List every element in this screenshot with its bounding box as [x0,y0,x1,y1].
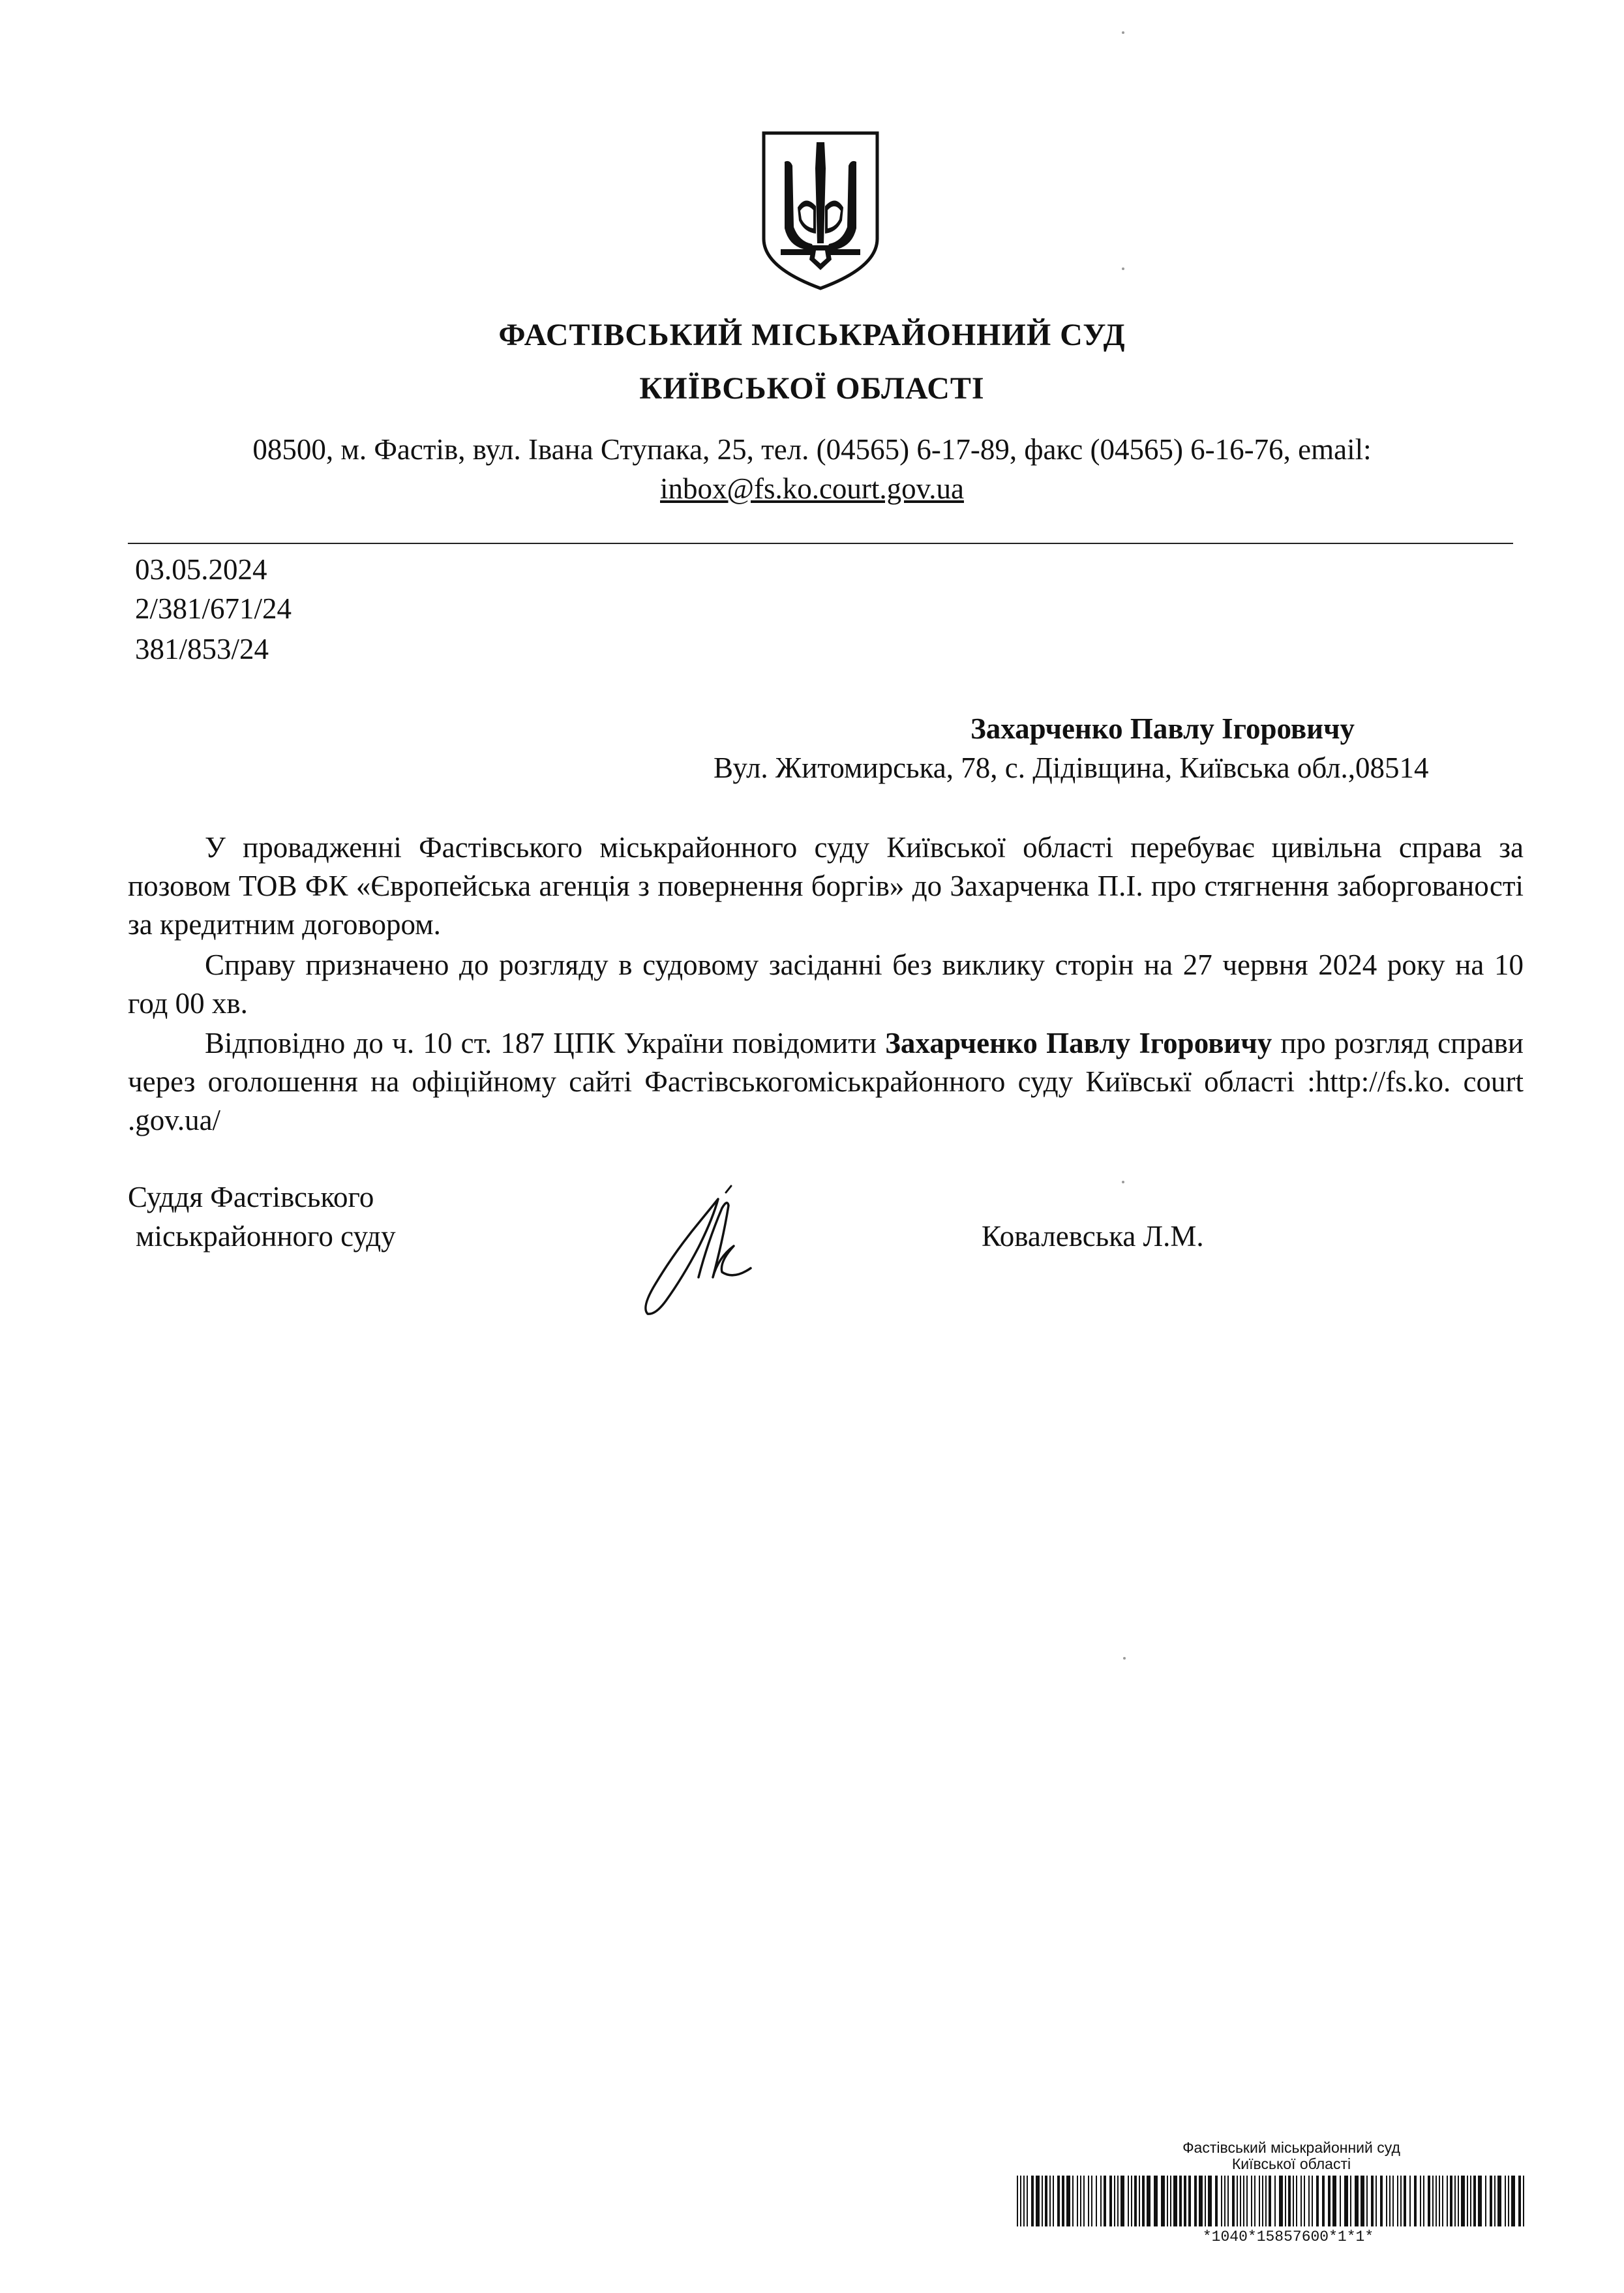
barcode-bar [1340,2176,1341,2226]
barcode-bar [1361,2176,1364,2226]
body-paragraph-3 [128,1024,1524,1140]
scan-speck [1123,1657,1126,1660]
barcode-bar [1205,2176,1206,2226]
barcode-bar [1215,2176,1218,2226]
barcode-bar [1221,2176,1222,2226]
barcode-bar [1114,2176,1115,2226]
body-paragraph-3-text-start: Відповідно до ч. 10 ст. 187 ЦПК України повідомити [205,1027,886,1059]
body-paragraph-3-text-end: про розгляд справи через оголошення на офіційному сайті Фастівськогоміськрайонного суду Київськї області :http://fs.ko. court .gov.ua/ [128,1027,1524,1136]
barcode-bar [1262,2176,1263,2226]
barcode-bar [1414,2176,1417,2226]
barcode-bar [1142,2176,1145,2226]
court-email-link[interactable]: inbox@fs.ko.court.gov.ua [660,472,964,505]
barcode-bar [1161,2176,1165,2226]
judge-name: Ковалевська Л.М. [982,1220,1204,1253]
barcode-bar [1392,2176,1394,2226]
footer-court-region: Київської області [1231,2155,1351,2172]
barcode-bar [1251,2176,1252,2226]
barcode-bar [1485,2176,1486,2226]
barcode-bar [1259,2176,1260,2226]
body-paragraph-2: Справу призначено до розгляду в судовому засіданні без виклику сторін на 27 червня 2024 року на 10 год 00 хв. [128,949,1524,1020]
judge-title-line1: Суддя Фастівського [128,1181,374,1213]
barcode-bar [1470,2176,1471,2226]
barcode-bar [1409,2176,1411,2226]
footer-court-name: Фастівський міськрайонний суд [1182,2139,1400,2156]
barcode-bar [1274,2176,1276,2226]
barcode-bar [1091,2176,1092,2226]
barcode-bar [1023,2176,1025,2226]
barcode-bar [1467,2176,1468,2226]
barcode-bar [1454,2176,1456,2226]
barcode-bar [1131,2176,1132,2226]
barcode-bar [1355,2176,1359,2226]
barcode-bar [1450,2176,1452,2226]
barcode-bar [1134,2176,1137,2226]
barcode-bar [1497,2176,1501,2226]
barcode-bar [1447,2176,1448,2226]
barcode-bar [1036,2176,1040,2226]
barcode-bar [1279,2176,1283,2226]
court-email-line [0,470,1624,508]
barcode-bar [1420,2176,1421,2226]
barcode-bar [1328,2176,1331,2226]
barcode-bar [1237,2176,1238,2226]
barcode-bar [1184,2176,1186,2226]
barcode-bar [1397,2176,1398,2226]
barcode-bar [1473,2176,1476,2226]
court-name-line2: КИЇВСЬКОЇ ОБЛАСТІ [639,371,985,406]
barcode-bar [1389,2176,1391,2226]
barcode-bar [1494,2176,1496,2226]
barcode-bar [1511,2176,1515,2226]
barcode-bar [1120,2176,1124,2226]
barcode-bar [1109,2176,1112,2226]
document-date: 03.05.2024 [135,553,267,586]
barcode-bar [1293,2176,1294,2226]
proceeding-number: 381/853/24 [135,633,269,665]
body-paragraph-1: У провадженні Фастівського міськрайонного суду Київської області перебуває цивільна справа за позовом ТОВ ФК «Європейська агенція з повернення боргів» до Захарченка П.І. про стягнення заборгованості за кредитним договором. [128,831,1524,941]
header-divider [128,543,1513,544]
barcode-bar [1269,2176,1271,2226]
recipient-name: Захарченко Павлу Ігоровичу [970,712,1355,745]
barcode-bar [1432,2176,1434,2226]
barcode-icon [1014,2176,1529,2226]
barcode-bar [1423,2176,1424,2226]
barcode-bar [1404,2176,1406,2226]
scan-speck [1122,31,1124,34]
barcode-bar [1057,2176,1060,2226]
barcode-bar [1285,2176,1286,2226]
barcode-bar [1088,2176,1089,2226]
barcode-bar [1027,2176,1028,2226]
barcode-bar [1072,2176,1074,2226]
barcode-bar [1254,2176,1256,2226]
barcode-bar [1523,2176,1524,2226]
recipient-address: Вул. Житомирська, 78, с. Дідівщина, Київська обл.,08514 [714,752,1429,784]
barcode-bar [1179,2176,1182,2226]
barcode-bar [1508,2176,1509,2226]
barcode-bar [1344,2176,1348,2226]
barcode-bar [1428,2176,1430,2226]
barcode-bar [1042,2176,1043,2226]
barcode-bar [1208,2176,1212,2226]
barcode-bar [1117,2176,1119,2226]
barcode-bar [1490,2176,1492,2226]
barcode-bar [1167,2176,1168,2226]
barcode-bar [1240,2176,1241,2226]
handwritten-signature-icon [636,1179,786,1329]
barcode-bar [1243,2176,1244,2226]
barcode-bar [1376,2176,1377,2226]
barcode-bar [1188,2176,1191,2226]
barcode-bar [1031,2176,1034,2226]
barcode-bar [1332,2176,1336,2226]
barcode-bar [1436,2176,1437,2226]
scan-speck [1122,267,1124,270]
barcode-bar [1265,2176,1267,2226]
barcode-bar [1439,2176,1440,2226]
barcode-bar [1083,2176,1085,2226]
barcode-bar [1232,2176,1235,2226]
barcode-bar [1518,2176,1521,2226]
barcode-bar [1380,2176,1383,2226]
barcode-bar [1322,2176,1325,2226]
barcode-bar [1173,2176,1177,2226]
barcode-bar [1371,2176,1374,2226]
barcode-bar [1053,2176,1054,2226]
barcode-bar [1246,2176,1248,2226]
barcode-bar [1128,2176,1129,2226]
barcode-bar [1049,2176,1051,2226]
barcode-bar [1442,2176,1443,2226]
barcode-bar [1350,2176,1351,2226]
case-number: 2/381/671/24 [135,592,292,625]
barcode-bar [1458,2176,1459,2226]
barcode-bar [1227,2176,1229,2226]
barcode-bar [1100,2176,1102,2226]
barcode-bar [1312,2176,1313,2226]
barcode-bar [1139,2176,1140,2226]
barcode-bar [1301,2176,1302,2226]
barcode-bar [1147,2176,1150,2226]
barcode-bar [1400,2176,1402,2226]
barcode-bar [1045,2176,1047,2226]
court-address: 08500, м. Фастів, вул. Івана Ступака, 25, тел. (04565) 6-17-89, факс (04565) 6-16-76, email: [252,433,1372,466]
barcode-bar [1017,2176,1018,2226]
judge-title-line2: міськрайонного суду [136,1220,396,1253]
barcode-bar [1308,2176,1310,2226]
barcode-bar [1020,2176,1021,2226]
barcode-bar [1366,2176,1368,2226]
barcode-bar [1288,2176,1291,2226]
barcode-bar [1080,2176,1081,2226]
barcode-bar [1296,2176,1297,2226]
barcode-bar [1077,2176,1078,2226]
barcode-bar [1386,2176,1387,2226]
barcode-bar [1461,2176,1465,2226]
barcode-bar [1096,2176,1097,2226]
barcode-bar [1194,2176,1197,2226]
barcode-bar [1199,2176,1203,2226]
barcode-bar [1170,2176,1171,2226]
barcode-bar [1224,2176,1226,2226]
body-paragraph-3-recipient-bold: Захарченко Павлу Ігоровичу [885,1027,1272,1059]
barcode-bar [1304,2176,1305,2226]
barcode-bar [1062,2176,1064,2226]
barcode-bar [1066,2176,1070,2226]
barcode-bar [1505,2176,1506,2226]
barcode-bar [1104,2176,1106,2226]
barcode-number: *1040*15857600*1*1* [1202,2228,1374,2245]
barcode-bar [1316,2176,1319,2226]
coat-of-arms-trident-icon [759,129,882,292]
barcode-bar [1154,2176,1158,2226]
court-name-line1: ФАСТІВСЬКИЙ МІСЬКРАЙОННИЙ СУД [498,318,1126,352]
scan-speck [1122,1181,1124,1183]
barcode-bar [1478,2176,1482,2226]
